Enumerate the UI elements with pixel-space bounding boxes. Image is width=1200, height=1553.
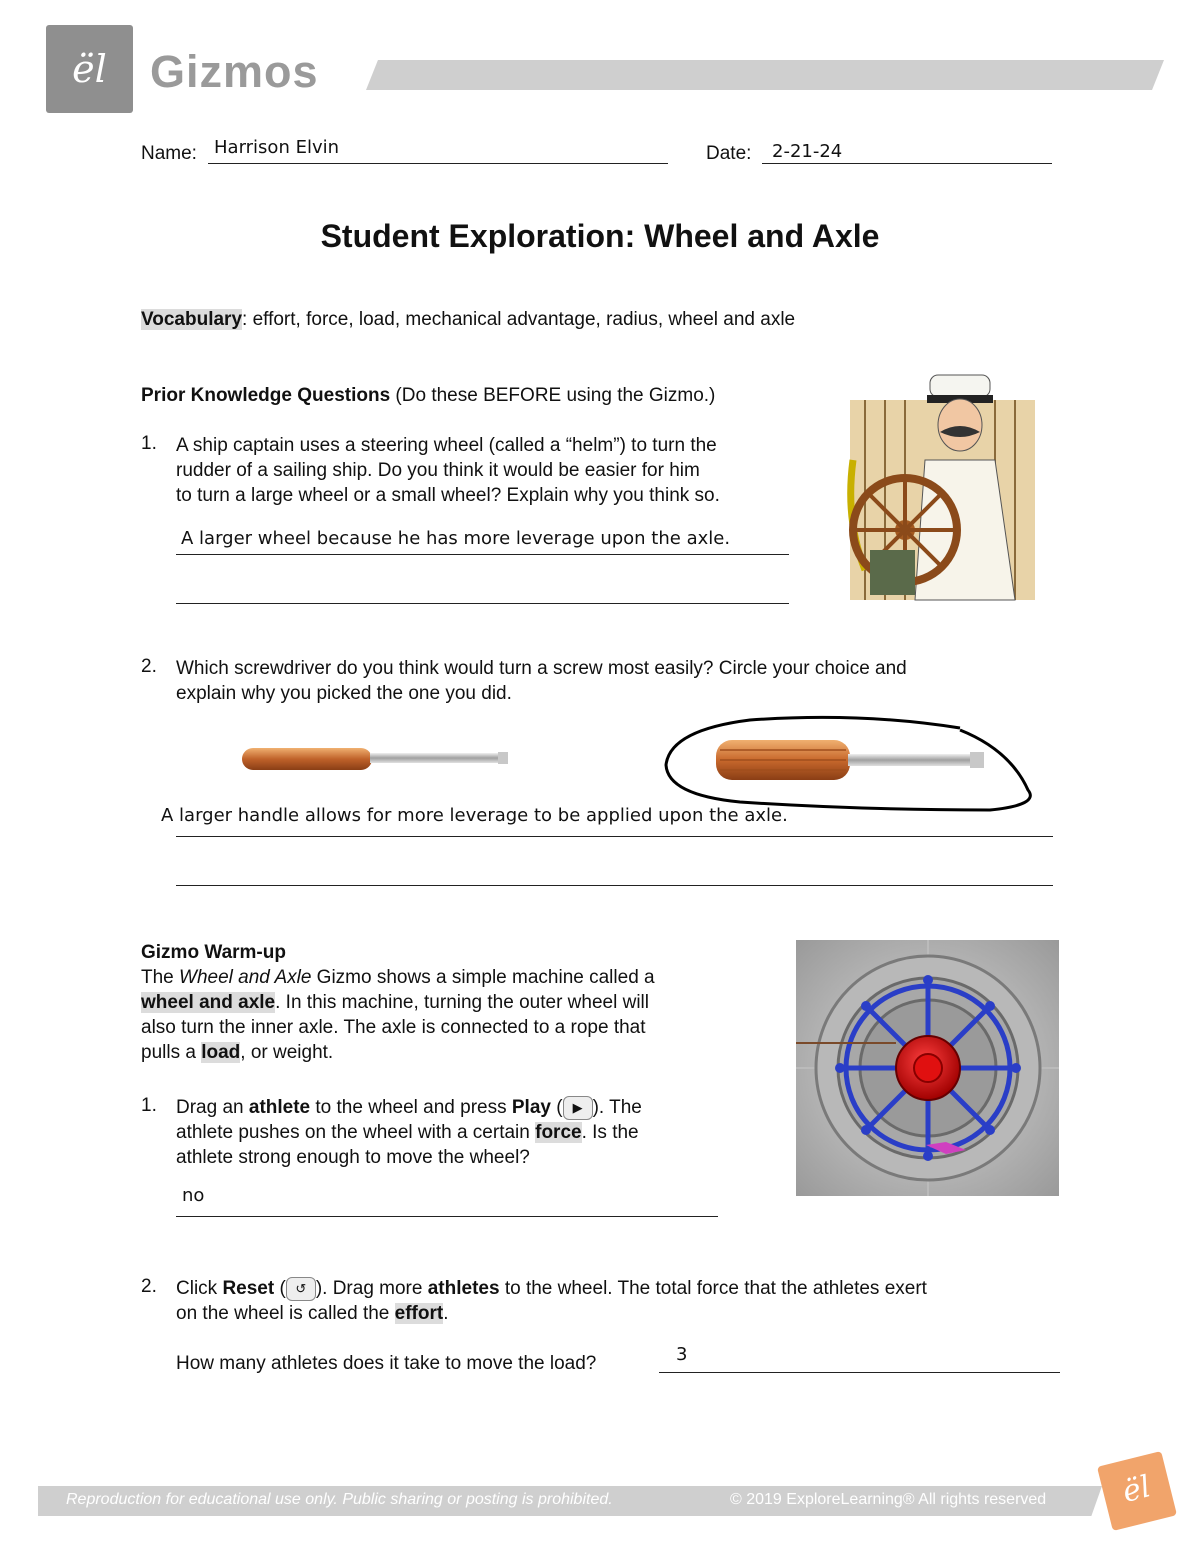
explorelearning-logo: ël xyxy=(46,25,133,113)
answer-line xyxy=(176,885,1053,886)
warmup-q2-answer[interactable]: 3 xyxy=(676,1344,688,1365)
name-underline xyxy=(208,163,668,164)
warmup-q2-question: How many athletes does it take to move the load? xyxy=(176,1353,597,1374)
ship-captain-image xyxy=(845,370,1045,610)
answer-line xyxy=(176,554,789,555)
answer-line xyxy=(176,1216,718,1217)
warmup-q1-answer[interactable]: no xyxy=(182,1185,205,1206)
prior-q2-number: 2. xyxy=(141,656,157,677)
footer-logo: ël xyxy=(1097,1451,1177,1531)
date-underline xyxy=(762,163,1052,164)
prior-q1-number: 1. xyxy=(141,433,157,454)
warmup-q2-text: Click Reset ( ↺ ). Drag more athletes to the wheel. The total force that the athletes exert on the wheel is called the effort. xyxy=(176,1278,927,1324)
play-icon: ▶ xyxy=(563,1096,593,1120)
large-screwdriver-image xyxy=(660,710,1040,820)
vocabulary-line xyxy=(141,307,795,332)
brand-title: Gizmos xyxy=(150,46,319,97)
footer-notice: Reproduction for educational use only. Public sharing or posting is prohibited. xyxy=(66,1491,613,1508)
footer-copyright: © 2019 ExploreLearning® All rights reserved xyxy=(730,1491,1047,1508)
wheel-gizmo-image xyxy=(796,940,1059,1196)
name-label: Name: xyxy=(141,143,197,164)
warmup-q1-text: Drag an athlete to the wheel and press Play ( ▶ ). The athlete pushes on the wheel with a certain force. Is the athlete strong enough to move the wheel? xyxy=(176,1097,642,1168)
answer-line xyxy=(176,603,789,604)
name-value[interactable]: Harrison Elvin xyxy=(214,137,340,158)
prior-q2-answer[interactable]: A larger handle allows for more leverage to be applied upon the axle. xyxy=(161,805,788,826)
page-title: Student Exploration: Wheel and Axle xyxy=(320,218,880,254)
vocabulary-label: Vocabulary xyxy=(141,309,243,330)
prior-q1-text: A ship captain uses a steering wheel (called a “helm”) to turn the rudder of a sailing ship. Do you think it would be easier for him to turn a large wheel or a small wheel? Explain why you think so. xyxy=(176,435,720,506)
small-screwdriver-image xyxy=(236,740,516,780)
prior-q1-answer[interactable]: A larger wheel because he has more leverage upon the axle. xyxy=(181,528,731,549)
warmup-q2-number: 2. xyxy=(141,1276,157,1297)
vocabulary-text: : effort, force, load, mechanical advantage, radius, wheel and axle xyxy=(242,309,796,330)
reset-icon: ↺ xyxy=(286,1277,316,1301)
warmup-q1-number: 1. xyxy=(141,1095,157,1116)
date-value[interactable]: 2-21-24 xyxy=(772,141,843,162)
prior-q2-text: Which screwdriver do you think would turn a screw most easily? Circle your choice and explain why you picked the one you did. xyxy=(176,658,907,704)
answer-line xyxy=(176,836,1053,837)
date-label: Date: xyxy=(706,143,752,164)
prior-knowledge-heading: Prior Knowledge Questions (Do these BEFORE using the Gizmo.) xyxy=(141,385,716,406)
warmup-intro: Gizmo Warm-up The Wheel and Axle Gizmo shows a simple machine called a wheel and axle. In this machine, turning the outer wheel will also turn the inner axle. The axle is connected to a rope that pulls a load, or weight. xyxy=(141,942,655,1063)
header-bar xyxy=(366,60,1164,90)
answer-line xyxy=(659,1372,1060,1373)
warmup-heading: Gizmo Warm-up xyxy=(141,942,286,963)
